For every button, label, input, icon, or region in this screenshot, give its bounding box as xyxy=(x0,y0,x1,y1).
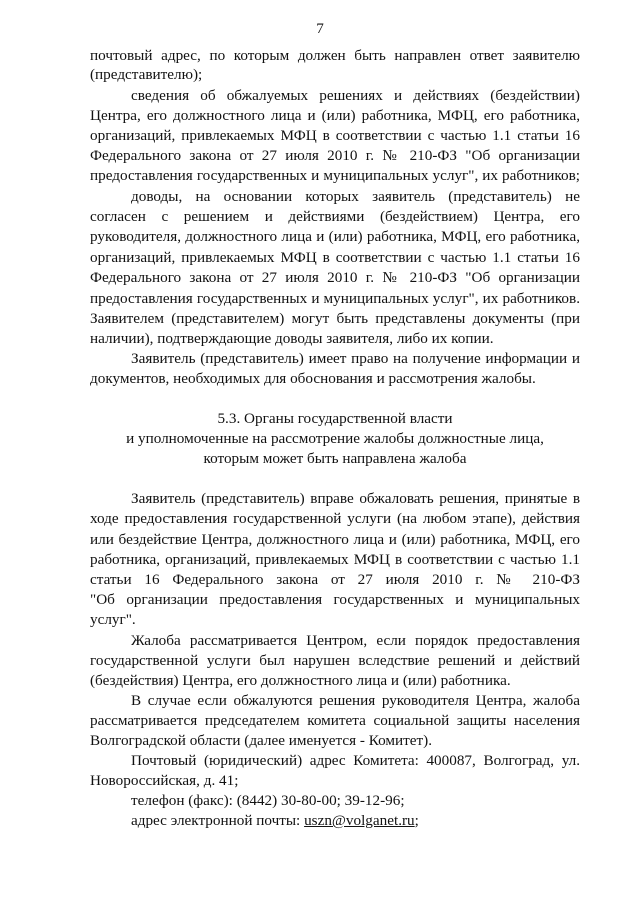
text-line: организаций, привлекаемых МФЦ в соответствии с частью 1.1 статьи 16 xyxy=(90,127,580,144)
text-line: или бездействие Центра, должностного лица и (или) работника, МФЦ, его xyxy=(90,531,580,548)
section-heading-line: и уполномоченные на рассмотрение жалобы должностные лица, xyxy=(126,430,544,447)
text-line: рассматривается председателем комитета социальной защиты населения xyxy=(90,712,580,729)
text-line: Центра, его должностного лица и (или) работника, МФЦ, его работника, xyxy=(90,107,580,124)
text-line: сведения об обжалуемых решениях и действиях (бездействии) xyxy=(131,87,580,104)
text-line: статьи 16 Федерального закона от 27 июля 2010 г. № 210-ФЗ xyxy=(90,571,580,588)
text-line: телефон (факс): (8442) 30-80-00; 39-12-96; xyxy=(131,792,405,809)
text-line: адрес электронной почты: uszn@volganet.ru; xyxy=(131,812,419,829)
text-line: предоставления государственных и муниципальных услуг", их работников; xyxy=(90,167,580,184)
section-heading-line: которым может быть направлена жалоба xyxy=(203,450,467,467)
text-line: согласен с решением и действиями (бездействием) Центра, его xyxy=(90,208,580,225)
text-line: документов, необходимых для обоснования и рассмотрения жалобы. xyxy=(90,370,536,387)
email-link[interactable]: uszn@volganet.ru xyxy=(304,812,415,829)
text-line: руководителя, должностного лица и (или) работника, МФЦ, его работника, xyxy=(90,228,580,245)
text-line: (представителю); xyxy=(90,66,203,83)
text-line: Федерального закона от 27 июля 2010 г. № 210-ФЗ "Об организации xyxy=(90,269,580,286)
text-line: Федерального закона от 27 июля 2010 г. № 210-ФЗ "Об организации xyxy=(90,147,580,164)
text-line: почтовый адрес, по которым должен быть направлен ответ заявителю xyxy=(90,47,580,64)
text-line: Жалоба рассматривается Центром, если порядок предоставления xyxy=(131,632,580,649)
text-line: организаций, привлекаемых МФЦ в соответствии с частью 1.1 статьи 16 xyxy=(90,249,580,266)
text-line: Заявитель (представитель) имеет право на получение информации и xyxy=(131,350,580,367)
text-line: Заявителем (представителем) могут быть представлены документы (при xyxy=(90,310,580,327)
text-line: наличии), подтверждающие доводы заявителя, либо их копии. xyxy=(90,330,494,347)
text-line: Волгоградской области (далее именуется - Комитет). xyxy=(90,732,433,749)
text-line: Новороссийская, д. 41; xyxy=(90,772,239,789)
page-number: 7 xyxy=(316,20,324,37)
text-line: (бездействия) Центра, его должностного лица и (или) работника. xyxy=(90,672,511,689)
text-line: "Об организации предоставления государственных и муниципальных xyxy=(90,591,580,608)
text-line: предоставления государственных и муниципальных услуг", их работников. xyxy=(90,290,580,307)
text-line: работника, организаций, привлекаемых МФЦ в соответствии с частью 1.1 xyxy=(90,551,580,568)
text-line: доводы, на основании которых заявитель (представитель) не xyxy=(131,188,580,205)
text-line: В случае если обжалуются решения руководителя Центра, жалоба xyxy=(131,692,580,709)
email-label: адрес электронной почты: xyxy=(131,812,305,829)
text-line: государственной услуги был нарушен вследствие решений и действий xyxy=(90,652,580,669)
text-line: Заявитель (представитель) вправе обжаловать решения, принятые в xyxy=(131,490,580,507)
text-line: ходе предоставления государственной услуги (на любом этапе), действия xyxy=(90,510,580,527)
text-line: Почтовый (юридический) адрес Комитета: 400087, Волгоград, ул. xyxy=(131,752,580,769)
section-heading-line: 5.3. Органы государственной власти xyxy=(217,410,453,427)
text-line: услуг". xyxy=(90,611,136,628)
